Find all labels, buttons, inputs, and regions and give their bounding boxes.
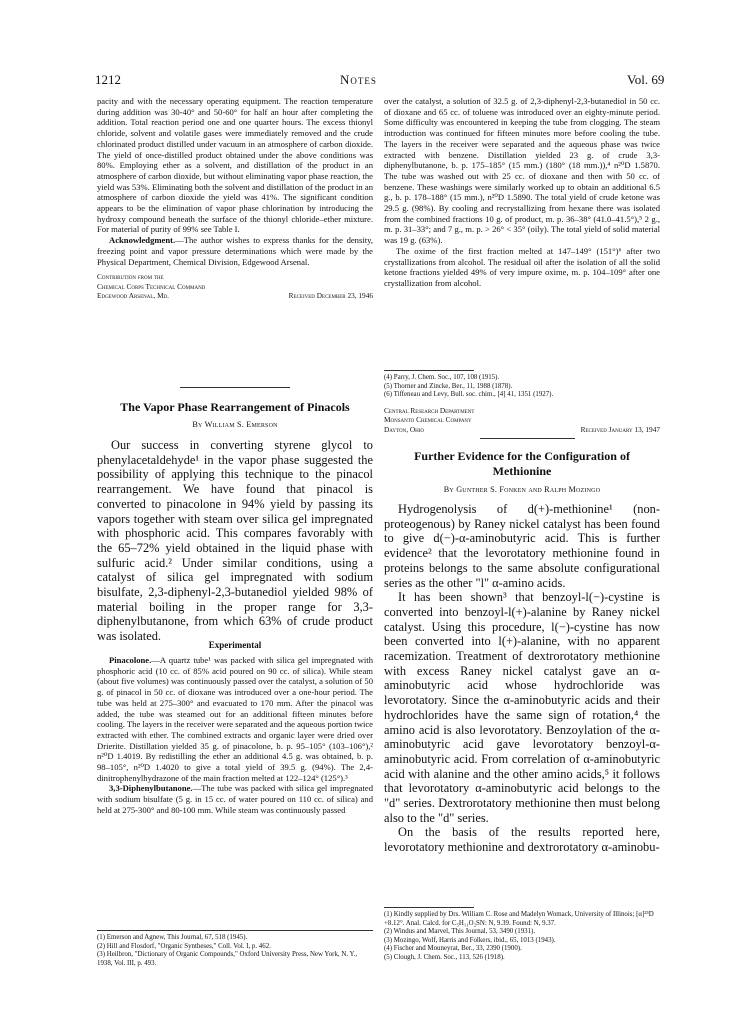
running-title: Notes [340,72,377,87]
paragraph: pacity and with the necessary operating equipment. The reaction temperature during addition was 30-40° and 50-60° for half an hour after completing the addition. Total reaction period one and one quarter hours. The excess thionyl chloride, solvent and volatile gases were immediately removed and the crude chlorinated product distilled under vacuum in an atmosphere of carbon dioxide. The yield of once-distilled product obtained under the above conditions was 80%. Employing ether as a solvent, and distillation of the product in an atmosphere of carbon dioxide, but without eliminating vapor phase reaction, the yield was 53%. Eliminating both the solvent and distillation of the product in an atmosphere of carbon dioxide the yield was 41%. The significant condition appears to be the elimination of vapor phase chlorination by introducing the hydroxy compound beneath the surface of the thionyl chloride–ether mixture. For material of purity of 99% see Table I. [97,96,373,235]
footnotes-right [384,374,660,400]
footnote: (6) Tiffeneau and Levy, Bull. soc. chim., [4] 41, 1351 (1927). [384,391,554,399]
right-top-section [384,96,660,289]
volume-label: Vol. 69 [627,72,665,87]
acknowledgment [97,235,373,267]
diphenylbutanone-heading: 3,3-Diphenylbutanone. [109,783,193,794]
ack-text: —The author wishes to express thanks for the density, freezing point and vapor pressure determinations which were made by the Physical Department, Chemical Division, Edgewood Arsenal. [97,235,373,267]
left-top-section [97,96,373,300]
footnote: (1) Emerson and Agnew, This Journal, 67, 518 (1945). [97,934,248,941]
contribution-footer [384,425,660,434]
footnote: (4) Fischer and Mouneyrat, Ber., 33, 2390 (1900). [384,945,522,953]
diphenylbutanone-paragraph [97,783,373,815]
article-title: The Vapor Phase Rearrangement of Pinacols [120,400,350,414]
article-title [384,449,660,479]
pinacolone-text: —A quartz tube¹ was packed with silica gel impregnated with phosphoric acid (10 cc. of 85% acid poured on 90 cc. of silica). While steam (about five volumes) was continuously passed over the catalyst, a solution of 50 g. of pinacol in 50 cc. of dioxane was introduced over a one-hour period. The tube was held at 275–300° and evacuated to 170 mm. After the pinacol was added, the tube was steamed out for an additional fifteen minutes before cooling. The layers in the receiver were separated and the aqueous portion twice extracted with ether. The combined extracts and organic layer were dried over Drierite. Distillation yielded 35 g. of pinacolone, b. p. 95–105° (103–106°),² n²⁰D 1.4019. By redistilling the ether an additional 4.5 g. was obtained, b. p. 98–105°, n²⁰D 1.4020 to give a total yield of 39.5 g. (94%). The 2,4-dinitrophenylhydrazone of the main fraction melted at 122–124° (125°).³ [97,655,373,783]
article-title-line: Methionine [492,464,552,478]
section-divider [480,438,575,439]
footnote: (5) Thorner and Zincke, Ber., 11, 1988 (1878). [384,382,513,390]
contribution-line: Contribution from the [97,272,164,282]
footnote: (3) Heilbron, "Dictionary of Organic Compounds," Oxford University Press, New York, N. Y., 1938, Vol. III, p. 493. [97,951,358,967]
article-body [384,502,660,855]
received-date: Received December 23, 1946 [288,291,373,301]
footnote-rule [97,930,373,931]
ack-heading: Acknowledgment. [109,235,176,246]
paragraph: It has been shown³ that benzoyl-l(−)-cystine is converted into benzoyl-l(+)-alanine by Raney nickel catalyst. Using this procedure, l(−)-cystine has now been converted into l(+)-alanine, with no apparent racemization. Treatment of dextrorotatory methionine with excess Raney nickel catalyst gave an α-aminobutyric acid whose hydrochloride was levorotatory. Since the α-aminobutyric acids and their hydrochlorides have the same sign of rotation,⁴ the amino acid is also levorotatory. Benzoylation of the α-aminobutyric acid gave levorotatory benzoyl-α-aminobutyric acid. From correlation of α-aminobutyric acid with alanine and the other amino acids,⁵ it follows that levorotatory α-aminobutyric acid belongs to the "d" series. Dextrorotatory methionine then must belong also to the "d" series. [384,590,660,825]
paragraph: Hydrogenolysis of d(+)-methionine¹ (non-proteogenous) by Raney nickel catalyst has been found to give d(−)-α-aminobutyric acid. This is further evidence² that the levorotatory methionine found in proteins belongs to the same absolute configurational series as the other "l" α-amino acids. [384,502,660,590]
article-byline: By William S. Emerson [192,420,278,429]
footnotes-left [97,934,373,968]
paragraph: over the catalyst, a solution of 32.5 g. of 2,3-diphenyl-2,3-butanediol in 50 cc. of dioxane and 65 cc. of toluene was introduced over an eighty-minute period. Some difficulty was encountered in keeping the tube from clogging. The steam introduction was continued for fifteen minutes more before cooling the tube. The layers in the receiver were separated and the aqueous phase was twice extracted with benzene. Distillation yielded 23 g. of crude 3,3-diphenylbutanone, b. p. 175–185° (15 mm.) (180° (18 mm.)),⁴ n²⁰D 1.5870. The tube was washed out with 25 cc. of dioxane and then with 50 cc. of benzene. These washings were similarly worked up to obtain an additional 6.5 g., b. p. 178–188° (15 mm.), n²⁰D 1.5890. The total yield of crude ketone was 29.5 g. (98%). By cooling and recrystallizing from hexane there was isolated from the combined fractions 10 g. of product, m. p. 36–38° (41.0–41.5°),⁵ 2 g., m. p. 31–33°; and 7 g., m. p. > 26° < 35° (oily). The total yield of solid material was 19 g. (63%). [384,96,660,246]
contribution-line: Chemical Corps Technical Command [97,281,206,291]
footnote: (5) Clough, J. Chem. Soc., 113, 526 (1918). [384,953,505,961]
contribution-line: Monsanto Chemical Company [384,415,472,425]
footnote: (1) Kindly supplied by Drs. William C. Rose and Madelyn Womack, University of Illinois; [α]²⁵D +8.12°. Anal. Calcd. for C₅H₁₁O₂SN: N, 9.39. Found: N, 9.37. [384,911,654,927]
experimental-section [97,655,373,816]
contribution-block [384,406,660,434]
contribution-line: Central Research Department [384,406,475,415]
article-intro [97,438,373,644]
paragraph: The oxime of the first fraction melted at 147–149° (151°)⁶ after two crystallizations from alcohol. The residual oil after the isolation of all the solid ketone fractions yielded 49% of very impure oxime, m. p. 104–109° after one crystallization from alcohol. [384,245,660,288]
paragraph: On the basis of the results reported here, levorotatory methionine and dextrorotatory α-aminobu- [384,825,660,855]
pinacolone-paragraph [97,655,373,783]
contribution-place: Edgewood Arsenal, Md. [97,291,169,301]
article-title-line: Further Evidence for the Configuration of [414,449,630,463]
experimental-heading: Experimental [208,640,262,650]
intro-paragraph: Our success in converting styrene glycol to phenylacetaldehyde¹ in the vapor phase suggested the possibility of applying this technique to the pinacol rearrangement. We have found that pinacol is converted to pinacolone in 94% yield by passing its vapors together with steam over silica gel impregnated with phosphoric acid. This compares favorably with the 65–72% yield obtained in the liquid phase with sulfuric acid.² Under similar conditions, using a catalyst of silica gel impregnated with sodium bisulfate, 2,3-diphenyl-2,3-butanediol yielded 98% of material boiling in the proper range for 3,3-diphenylbutanone, from which 63% of crude product was isolated. [97,438,373,644]
diphenylbutanone-text: —The tube was packed with silica gel impregnated with sodium bisulfate (5 g. in 15 cc. of water poured on 110 cc. of silica) and held at 275-300° and 80-100 mm. While steam was continuously passed [97,783,373,815]
page-number: 1212 [95,72,121,87]
footnote: (2) Windus and Marvel, This Journal, 53, 3490 (1931). [384,928,536,936]
footnote: (2) Hill and Flosdorf, "Organic Syntheses," Coll. Vol. I, p. 462. [97,942,271,950]
footnote-rule [384,907,474,908]
article-byline: By Gunther S. Fonken and Ralph Mozingo [443,485,601,494]
contribution-place: Dayton, Ohio [384,424,425,434]
received-date: Received January 13, 1947 [580,424,660,434]
contribution-footer [97,291,373,300]
footnotes-article2 [384,911,660,963]
pinacolone-heading: Pinacolone. [109,655,152,665]
footnote: (4) Parry, J. Chem. Soc., 107, 108 (1915). [384,374,500,381]
section-divider [180,387,290,388]
footnote-rule [384,370,474,371]
footnote: (3) Mozingo, Wolf, Harris and Folkers, ibid., 65, 1013 (1943). [384,936,556,944]
